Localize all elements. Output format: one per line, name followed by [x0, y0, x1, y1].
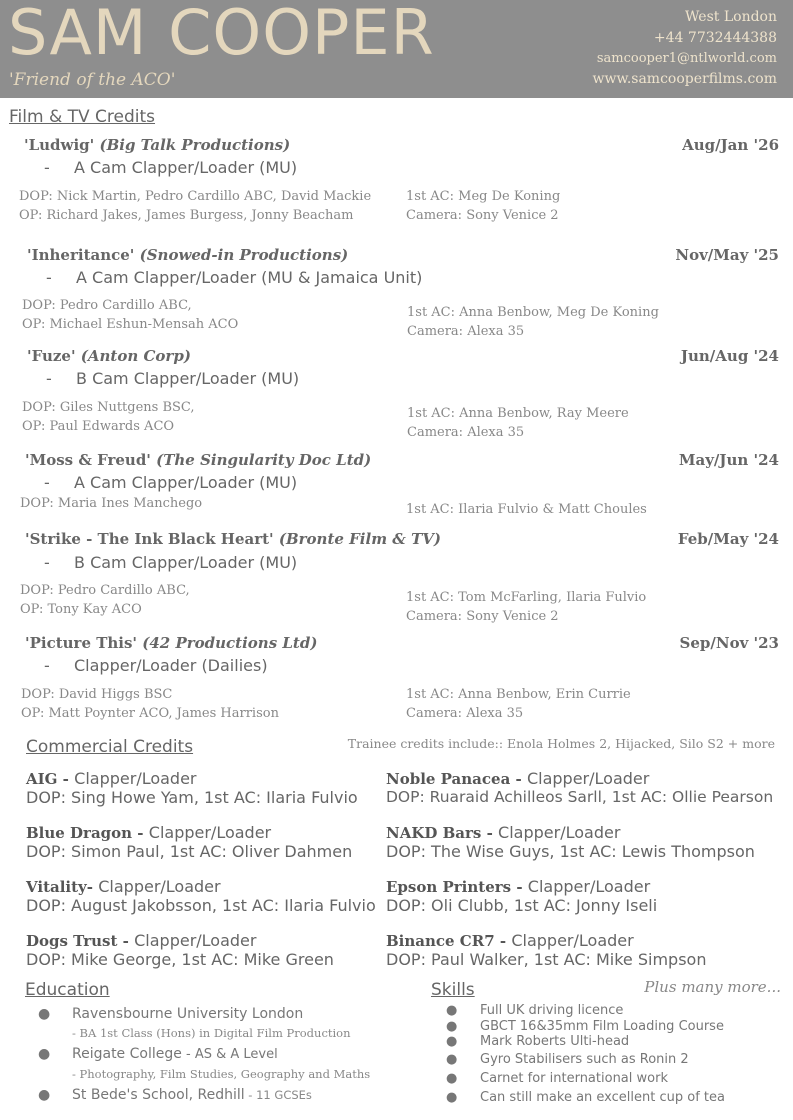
name-title: SAM COOPER	[8, 0, 435, 69]
commercial-credit: Dogs Trust - Clapper/Loader	[26, 931, 257, 950]
commercial-credit: NAKD Bars - Clapper/Loader	[386, 823, 621, 842]
commercial-dop: DOP: Mike George, 1st AC: Mike Green	[26, 950, 334, 969]
commercial-dop: DOP: Oli Clubb, 1st AC: Jonny Iseli	[386, 896, 658, 915]
credit-date: Nov/May '25	[675, 246, 779, 264]
email[interactable]: samcooper1@ntlworld.com	[596, 51, 777, 66]
credit-ac: 1st AC: Anna Benbow, Erin Currie	[406, 687, 631, 702]
credit-dop: DOP: Giles Nuttgens BSC,	[22, 400, 195, 415]
education-sub: - Photography, Film Studies, Geography and Maths	[72, 1067, 371, 1081]
commercial-dop: DOP: Sing Howe Yam, 1st AC: Ilaria Fulvio	[26, 788, 358, 807]
education-sub: - BA 1st Class (Hons) in Digital Film Production	[72, 1026, 351, 1040]
credit-date: Aug/Jan '26	[682, 136, 779, 154]
credit-date: May/Jun '24	[678, 451, 779, 469]
commercial-dop: DOP: August Jakobsson, 1st AC: Ilaria Fulvio	[26, 896, 376, 915]
credit-dop: DOP: David Higgs BSC	[21, 687, 173, 702]
credit-role: - A Cam Clapper/Loader (MU & Jamaica Unit)	[46, 268, 423, 287]
credit-op: OP: Michael Eshun-Mensah ACO	[22, 317, 239, 332]
bullet-icon: ●	[38, 1006, 51, 1022]
credit-dop: DOP: Nick Martin, Pedro Cardillo ABC, David Mackie	[19, 189, 372, 204]
credit-title: 'Strike - The Ink Black Heart' (Bronte Film & TV)	[25, 530, 441, 548]
skill-item: ● Can still make an excellent cup of tea	[446, 1090, 725, 1105]
credit-title: 'Picture This' (42 Productions Ltd)	[25, 634, 318, 652]
credit-title: 'Moss & Freud' (The Singularity Doc Ltd)	[25, 451, 372, 469]
credit-role: - B Cam Clapper/Loader (MU)	[46, 369, 300, 388]
credit-ac: 1st AC: Meg De Koning	[406, 189, 561, 204]
credit-op: OP: Richard Jakes, James Burgess, Jonny Beacham	[19, 208, 354, 223]
website[interactable]: www.samcooperfilms.com	[592, 71, 777, 87]
bullet-icon: ●	[446, 1052, 458, 1067]
credit-role: - B Cam Clapper/Loader (MU)	[44, 553, 298, 572]
education-item: ● St Bede's School, Redhill - 11 GCSEs	[38, 1087, 312, 1103]
bullet-icon: ●	[446, 1019, 458, 1034]
skill-item: ● GBCT 16&35mm Film Loading Course	[446, 1019, 724, 1034]
bullet-icon: ●	[446, 1071, 458, 1086]
commercial-credit: AIG - Clapper/Loader	[26, 769, 197, 788]
commercial-credit: Noble Panacea - Clapper/Loader	[386, 769, 650, 788]
commercial-heading: Commercial Credits	[26, 737, 194, 757]
credit-op: OP: Paul Edwards ACO	[22, 419, 175, 434]
commercial-credit: Binance CR7 - Clapper/Loader	[386, 931, 634, 950]
bullet-icon: ●	[446, 1090, 458, 1105]
tagline: 'Friend of the ACO'	[9, 70, 176, 90]
bullet-icon: ●	[446, 1034, 458, 1049]
credit-camera: Camera: Alexa 35	[406, 706, 524, 721]
bullet-icon: ●	[38, 1087, 51, 1103]
education-item: ● Ravensbourne University London	[38, 1006, 304, 1022]
credit-ac: 1st AC: Anna Benbow, Ray Meere	[407, 406, 629, 421]
education-heading: Education	[25, 980, 110, 1000]
credit-ac: 1st AC: Ilaria Fulvio & Matt Choules	[406, 502, 647, 517]
credit-op: OP: Tony Kay ACO	[20, 602, 142, 617]
plus-many-more: Plus many more...	[644, 978, 781, 996]
credit-title: 'Ludwig' (Big Talk Productions)	[24, 136, 291, 154]
credit-dop: DOP: Maria Ines Manchego	[20, 496, 203, 511]
skill-item: ● Gyro Stabilisers such as Ronin 2	[446, 1052, 689, 1067]
credit-date: Jun/Aug '24	[680, 347, 779, 365]
credit-ac: 1st AC: Anna Benbow, Meg De Koning	[407, 305, 659, 320]
bullet-icon: ●	[38, 1046, 51, 1062]
commercial-credit: Vitality- Clapper/Loader	[26, 877, 221, 896]
credit-camera: Camera: Sony Venice 2	[406, 609, 559, 624]
credit-title: 'Fuze' (Anton Corp)	[27, 347, 191, 365]
credit-date: Sep/Nov '23	[679, 634, 779, 652]
credit-camera: Camera: Alexa 35	[407, 324, 525, 339]
credit-role: - A Cam Clapper/Loader (MU)	[44, 473, 298, 492]
credit-title: 'Inheritance' (Snowed-in Productions)	[27, 246, 349, 264]
credit-ac: 1st AC: Tom McFarling, Ilaria Fulvio	[406, 590, 647, 605]
commercial-credit: Epson Printers - Clapper/Loader	[386, 877, 651, 896]
commercial-dop: DOP: Simon Paul, 1st AC: Oliver Dahmen	[26, 842, 353, 861]
commercial-dop: DOP: Ruaraid Achilleos Sarll, 1st AC: Ollie Pearson	[386, 788, 774, 806]
education-item: ● Reigate College - AS & A Level	[38, 1046, 278, 1062]
credit-date: Feb/May '24	[677, 530, 779, 548]
commercial-credit: Blue Dragon - Clapper/Loader	[26, 823, 272, 842]
credit-camera: Camera: Sony Venice 2	[406, 208, 559, 223]
phone: +44 7732444388	[653, 30, 777, 46]
skill-item: ● Carnet for international work	[446, 1071, 668, 1086]
commercial-dop: DOP: Paul Walker, 1st AC: Mike Simpson	[386, 950, 707, 969]
location: West London	[685, 9, 777, 25]
skill-item: ● Full UK driving licence	[446, 1003, 624, 1018]
credit-dop: DOP: Pedro Cardillo ABC,	[20, 583, 190, 598]
trainee-credits: Trainee credits include:: Enola Holmes 2, Hijacked, Silo S2 + more	[347, 736, 775, 751]
skill-item: ● Mark Roberts Ulti-head	[446, 1034, 630, 1049]
skills-heading: Skills	[431, 980, 475, 1000]
credit-role: - A Cam Clapper/Loader (MU)	[44, 158, 298, 177]
credit-role: - Clapper/Loader (Dailies)	[44, 656, 268, 675]
credit-op: OP: Matt Poynter ACO, James Harrison	[21, 706, 279, 721]
bullet-icon: ●	[446, 1003, 458, 1018]
credit-camera: Camera: Alexa 35	[407, 425, 525, 440]
credit-dop: DOP: Pedro Cardillo ABC,	[22, 298, 192, 313]
film-tv-heading: Film & TV Credits	[9, 107, 156, 127]
commercial-dop: DOP: The Wise Guys, 1st AC: Lewis Thompson	[386, 842, 755, 861]
